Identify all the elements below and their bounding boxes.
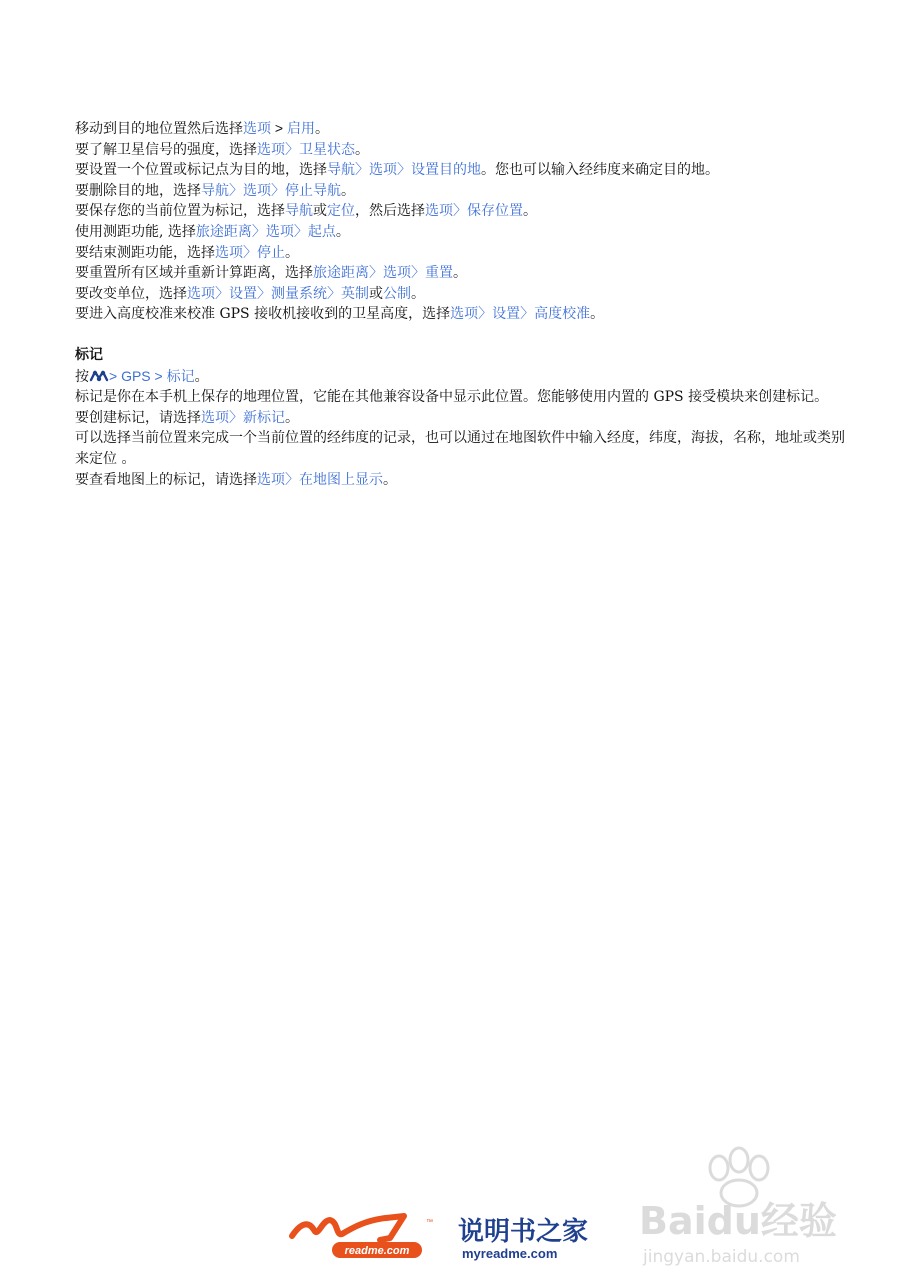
instruction-line-4	[75, 181, 845, 202]
separator: 〉	[251, 223, 266, 240]
text: 要进入高度校准来校准 GPS 接收机接收到的卫星高度，选择	[75, 306, 451, 323]
landmark-description: 标记是你在本手机上保存的地理位置，它能在其他兼容设备中显示此位置。您能够使用内置的 GPS 接受模块来创建标记。	[75, 389, 829, 406]
instruction-line-10	[75, 304, 845, 325]
instruction-line-7	[75, 243, 845, 264]
separator: 〉	[285, 471, 299, 488]
svg-text:myreadme.com: myreadme.com	[462, 1246, 558, 1261]
link-trip-distance[interactable]: 旅途距离	[195, 223, 252, 240]
instruction-line-5	[75, 201, 845, 222]
link-settings[interactable]: 设置	[229, 285, 257, 302]
link-metric[interactable]: 公制	[383, 285, 411, 302]
link-landmarks[interactable]: 标记	[166, 368, 195, 385]
svg-text:说明书之家: 说明书之家	[458, 1217, 589, 1247]
text: 。	[285, 244, 299, 261]
link-options[interactable]: 选项	[425, 203, 453, 220]
separator: 〉	[369, 265, 383, 282]
link-options[interactable]: 选项	[243, 121, 271, 137]
separator: 〉	[355, 162, 369, 179]
separator: 〉	[229, 182, 243, 199]
link-set-destination[interactable]: 设置目的地	[411, 162, 481, 179]
link-gps[interactable]: > GPS >	[109, 367, 167, 384]
separator: 〉	[285, 141, 299, 158]
link-options[interactable]: 选项	[265, 223, 294, 240]
link-measurement-system[interactable]: 测量系统	[271, 285, 327, 302]
text: 。	[590, 306, 605, 323]
separator: 〉	[453, 203, 467, 220]
section-heading: 标记	[75, 346, 103, 363]
text: 要保存您的当前位置为标记，选择	[75, 203, 285, 220]
link-options[interactable]: 选项	[383, 265, 411, 282]
press-instruction	[75, 366, 845, 388]
separator: 〉	[327, 285, 341, 302]
text: 。	[314, 121, 329, 137]
separator: 〉	[229, 409, 243, 426]
text: 要改变单位，选择	[75, 285, 187, 302]
separator: 〉	[271, 182, 285, 199]
instruction-line-6	[75, 222, 845, 243]
text: 要查看地图上的标记，请选择	[75, 471, 257, 488]
instruction-line-8	[75, 263, 845, 284]
view-on-map-instruction	[75, 470, 845, 491]
link-start-point[interactable]: 起点	[307, 223, 336, 240]
link-trip-distance[interactable]: 旅途距离	[313, 265, 369, 282]
separator: 〉	[478, 306, 493, 323]
text: 。	[335, 223, 350, 240]
link-reset[interactable]: 重置	[425, 265, 453, 282]
baidu-paw-icon	[635, 1138, 855, 1278]
text: 。	[453, 265, 467, 282]
instruction-line-2	[75, 140, 845, 161]
link-locate[interactable]: 定位	[327, 203, 355, 220]
link-stop[interactable]: 停止	[257, 244, 285, 261]
svg-text:Baidu经验: Baidu经验	[639, 1199, 837, 1243]
instruction-line-9	[75, 284, 845, 305]
link-stop-navigation[interactable]: 停止导航	[285, 182, 341, 199]
create-landmark-instruction	[75, 408, 845, 429]
link-satellite-status[interactable]: 卫星状态	[299, 141, 355, 158]
text: 要设置一个位置或标记点为目的地，选择	[75, 162, 327, 179]
text: 。	[341, 182, 355, 199]
text: 移动到目的地位置然后选择	[75, 121, 243, 137]
text: 要了解卫星信号的强度，选择	[75, 141, 257, 158]
text: 。您也可以输入经纬度来确定目的地。	[481, 162, 719, 179]
text: 使用测距功能, 选择	[75, 223, 196, 240]
svg-text:™: ™	[426, 1219, 433, 1226]
text: 。	[411, 285, 425, 302]
myreadme-logo	[286, 1210, 616, 1266]
text: ，然后选择	[355, 203, 425, 220]
separator: 〉	[293, 223, 308, 240]
text: 。	[523, 203, 537, 220]
svg-text:jingyan.baidu.com: jingyan.baidu.com	[643, 1247, 800, 1267]
link-show-on-map[interactable]: 在地图上显示	[299, 471, 383, 488]
text: 。	[194, 368, 209, 385]
text: 按	[75, 368, 89, 385]
link-options[interactable]: 选项	[450, 306, 479, 323]
link-altitude-calibration[interactable]: 高度校准	[534, 306, 591, 323]
baidu-watermark	[635, 1138, 855, 1278]
instruction-line-1	[75, 118, 845, 140]
separator: 〉	[257, 285, 271, 302]
separator: 〉	[520, 306, 535, 323]
text: 。	[355, 141, 369, 158]
text: 或	[369, 285, 383, 302]
svg-text:readme.com: readme.com	[344, 1245, 410, 1257]
text: 。	[383, 471, 397, 488]
link-navigation[interactable]: 导航	[201, 182, 229, 199]
text: 要删除目的地，选择	[75, 182, 201, 199]
menu-key-icon	[89, 369, 109, 383]
spacer	[75, 325, 845, 345]
link-options[interactable]: 选项	[243, 182, 271, 199]
text: 要结束测距功能，选择	[75, 244, 215, 261]
separator: 〉	[215, 285, 229, 302]
footer-logos	[286, 1210, 616, 1266]
link-options[interactable]: 选项	[257, 471, 285, 488]
position-description: 可以选择当前位置来完成一个当前位置的经纬度的记录，也可以通过在地图软件中输入经度，纬度，海拔，名称，地址或类别来定位 。	[75, 430, 845, 467]
link-settings[interactable]: 设置	[492, 306, 521, 323]
link-options[interactable]: 选项	[187, 285, 215, 302]
link-options[interactable]: 选项	[257, 141, 285, 158]
link-options[interactable]: 选项	[201, 409, 229, 426]
link-imperial[interactable]: 英制	[341, 285, 369, 302]
text: 要创建标记，请选择	[75, 409, 201, 426]
link-new-landmark[interactable]: 新标记	[243, 409, 285, 426]
instruction-line-3	[75, 160, 845, 181]
link-options[interactable]: 选项	[215, 244, 243, 261]
link-save-position[interactable]: 保存位置	[467, 203, 523, 220]
link-enable[interactable]: 启用	[286, 121, 315, 137]
text: 。	[285, 409, 299, 426]
link-options[interactable]: 选项	[369, 162, 397, 179]
link-navigation[interactable]: 导航	[327, 162, 355, 179]
separator: >	[271, 120, 287, 136]
document-body	[75, 118, 845, 490]
separator: 〉	[397, 162, 411, 179]
text: 或	[313, 203, 327, 220]
separator: 〉	[243, 244, 257, 261]
separator: 〉	[411, 265, 425, 282]
text: 要重置所有区域并重新计算距离，选择	[75, 265, 313, 282]
link-navigation[interactable]: 导航	[285, 203, 313, 220]
